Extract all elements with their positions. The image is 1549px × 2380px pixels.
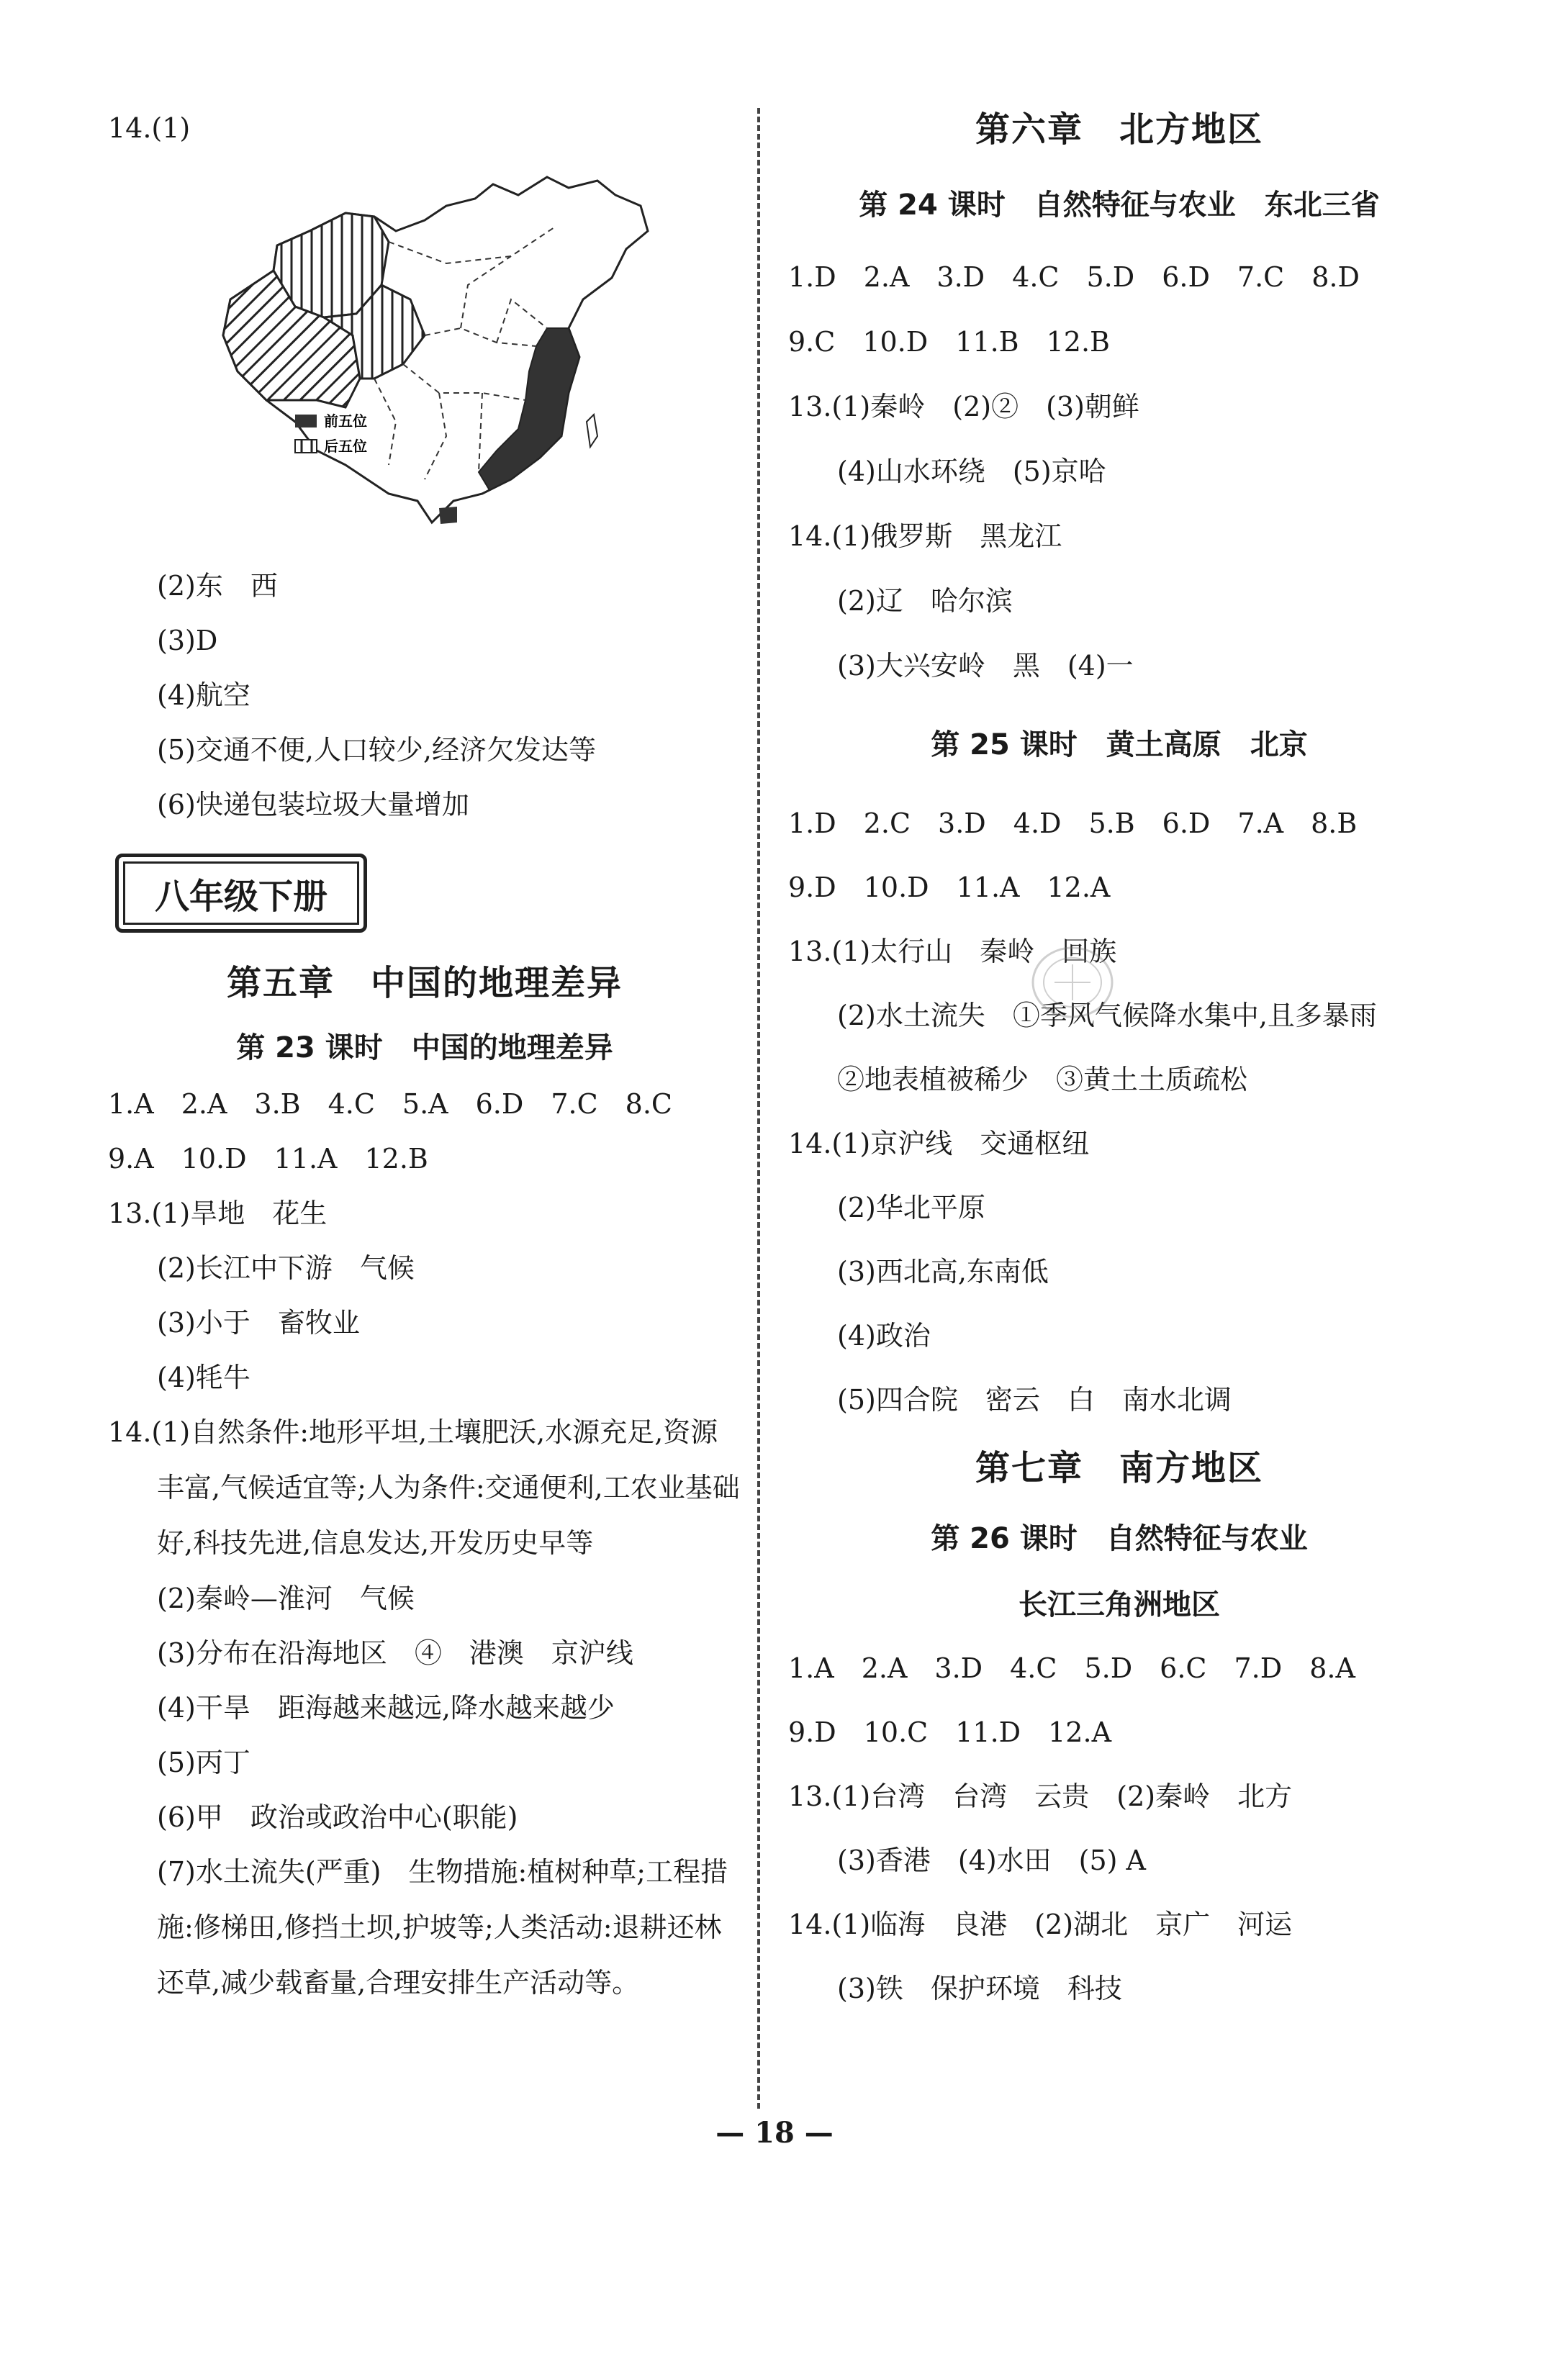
page-number: — 18 — — [715, 2116, 834, 2150]
right-column — [788, 101, 1450, 2021]
answer-line: 13.(1)旱地 花生 — [108, 1198, 328, 1229]
answer-line: 13.(1)太行山 秦岭 回族 — [788, 936, 1117, 967]
answer-line: 9.D 10.C 11.D 12.A — [788, 1716, 1112, 1748]
answer-line: (3)小于 畜牧业 — [157, 1307, 360, 1339]
answer-line: ②地表植被稀少 ③黄土土质疏松 — [837, 1064, 1248, 1095]
answer-line: 13.(1)秦岭 (2)② (3)朝鲜 — [788, 391, 1139, 422]
answer-line: 1.D 2.A 3.D 4.C 5.D 6.D 7.C 8.D — [788, 261, 1360, 293]
answer-line: (4)政治 — [837, 1320, 931, 1352]
answer-line: (2)秦岭—淮河 气候 — [157, 1583, 415, 1614]
chapter-7-title: 第七章 南方地区 — [975, 1448, 1263, 1488]
legend-label-bottom: 后五位 — [324, 438, 367, 455]
answer-line: 14.(1)临海 良港 (2)湖北 京广 河运 — [788, 1909, 1293, 1940]
answer-line: (5)丙丁 — [157, 1747, 250, 1778]
answer-line: 14.(1)俄罗斯 黑龙江 — [788, 520, 1062, 552]
answer-line: (3)香港 (4)水田 (5) A — [837, 1845, 1147, 1876]
q14-answer-list — [108, 558, 741, 832]
lesson-26-title: 第 26 课时 自然特征与农业 — [931, 1522, 1308, 1555]
legend-swatch-bottom — [295, 440, 317, 453]
answer-paragraph: (7)水土流失(严重) 生物措施:植树种草;工程措施:修梯田,修挡土坝,护坡等;人类活动:退耕还林还草,减少载畜量,合理安排生产活动等。 — [157, 1856, 728, 1999]
answer-line: 1.D 2.C 3.D 4.D 5.B 6.D 7.A 8.B — [788, 807, 1358, 839]
answer-line: 1.A 2.A 3.D 4.C 5.D 6.C 7.D 8.A — [788, 1652, 1355, 1684]
answer-line: (3)铁 保护环境 科技 — [837, 1973, 1122, 2004]
left-column — [108, 101, 741, 2011]
column-divider — [757, 108, 760, 2109]
legend-label-top: 前五位 — [324, 412, 367, 430]
answer-line: (5)交通不便,人口较少,经济欠发达等 — [157, 734, 596, 766]
answer-line: (2)长江中下游 气候 — [157, 1252, 415, 1284]
answer-line: (4)航空 — [157, 679, 250, 711]
china-map — [209, 163, 669, 537]
watermark-stamp-icon — [1029, 943, 1116, 1022]
chapter-5-title: 第五章 中国的地理差异 — [226, 963, 623, 1003]
answer-line: 14.(1)京沪线 交通枢纽 — [788, 1128, 1090, 1159]
answer-line: (5)四合院 密云 白 南水北调 — [837, 1384, 1232, 1416]
answer-line: 9.A 10.D 11.A 12.B — [108, 1143, 428, 1175]
answer-line: (2)水土流失 ①季风气候降水集中,且多暴雨 — [837, 1000, 1377, 1031]
grade-banner — [115, 854, 367, 933]
lesson-23-title: 第 23 课时 中国的地理差异 — [236, 1031, 613, 1064]
answer-line: (2)东 西 — [157, 570, 278, 602]
answer-line: (2)华北平原 — [837, 1192, 985, 1223]
grade-banner-label: 八年级下册 — [154, 876, 328, 917]
lesson-26-subtitle: 长江三角洲地区 — [1019, 1588, 1220, 1621]
answer-line: (2)辽 哈尔滨 — [837, 585, 1013, 617]
answer-line: (6)甲 政治或政治中心(职能) — [157, 1801, 518, 1833]
region-taiwan — [587, 415, 597, 447]
answer-line: (4)山水环绕 (5)京哈 — [837, 456, 1106, 487]
answer-line: (4)干旱 距海越来越远,降水越来越少 — [157, 1692, 615, 1724]
answer-line: 9.C 10.D 11.B 12.B — [788, 326, 1110, 358]
answer-line: 13.(1)台湾 台湾 云贵 (2)秦岭 北方 — [788, 1781, 1293, 1812]
answer-line: (3)大兴安岭 黑 (4)一 — [837, 650, 1134, 682]
lesson-25-title: 第 25 课时 黄土高原 北京 — [931, 728, 1308, 761]
answer-paragraph: 14.(1)自然条件:地形平坦,土壤肥沃,水源充足,资源丰富,气候适宜等;人为条件:交通便利,工农业基础好,科技先进,信息发达,开发历史早等 — [108, 1416, 740, 1559]
lesson-24-title: 第 24 课时 自然特征与农业 东北三省 — [859, 189, 1380, 222]
answer-line: 9.D 10.D 11.A 12.A — [788, 872, 1111, 903]
chapter-6-title: 第六章 北方地区 — [975, 109, 1263, 150]
region-hainan — [439, 507, 457, 524]
answer-line: (6)快递包装垃圾大量增加 — [157, 789, 469, 820]
china-map-svg — [209, 163, 669, 537]
answer-line: (3)西北高,东南低 — [837, 1256, 1049, 1288]
answer-line: (3)D — [157, 625, 218, 656]
answer-line: (3)分布在沿海地区 ④ 港澳 京沪线 — [157, 1637, 633, 1669]
answer-line: (4)牦牛 — [157, 1362, 250, 1393]
q14-label: 14.(1) — [108, 112, 191, 144]
answer-line: 1.A 2.A 3.B 4.C 5.A 6.D 7.C 8.C — [108, 1088, 672, 1120]
legend-swatch-top — [295, 415, 317, 427]
